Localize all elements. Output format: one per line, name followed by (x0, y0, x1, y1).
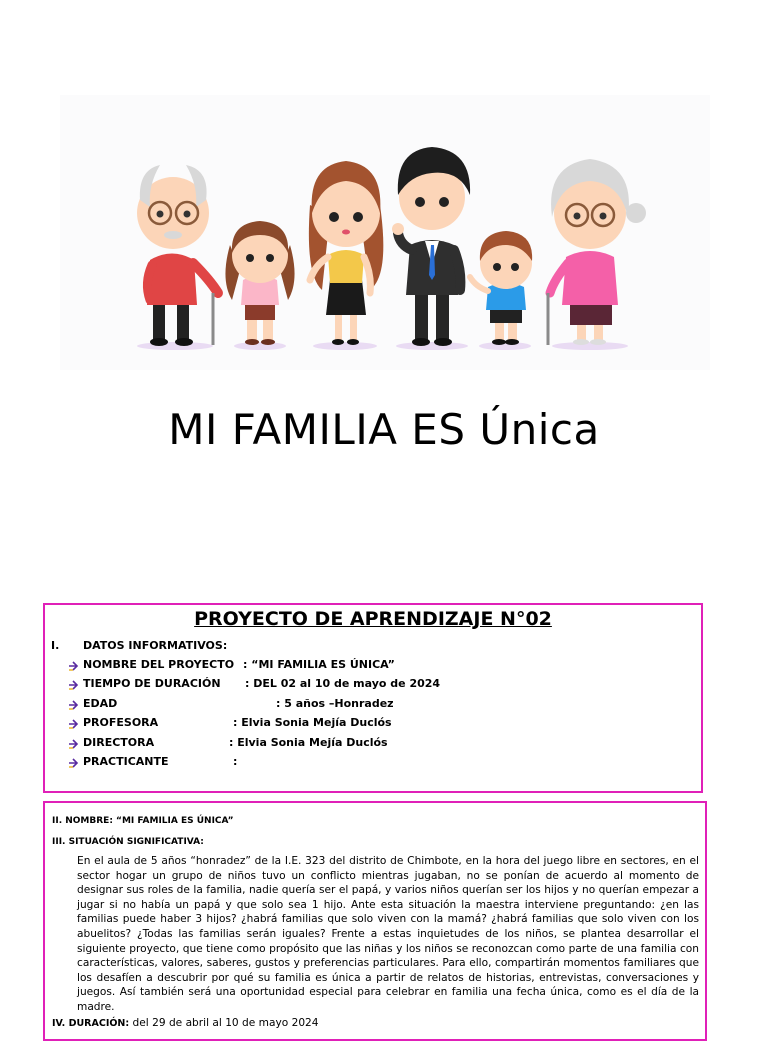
duration-value: del 29 de abril al 10 de mayo 2024 (129, 1017, 319, 1029)
info-value: : “MI FAMILIA ES ÚNICA” (243, 658, 395, 671)
duration-line (52, 1017, 319, 1029)
arrow-bullet-icon (67, 757, 79, 769)
section-heading: DATOS INFORMATIVOS: (83, 639, 228, 652)
situation-heading: III. SITUACIÓN SIGNIFICATIVA: (52, 837, 204, 847)
info-label: TIEMPO DE DURACIÓN (83, 677, 221, 690)
project-info-box (43, 603, 703, 793)
info-value: : (233, 755, 238, 768)
cover-title: MI FAMILIA ES Única (168, 405, 600, 454)
section-number: I. (51, 639, 60, 652)
project-details-box (43, 801, 707, 1041)
arrow-bullet-icon (67, 738, 79, 750)
info-value: : DEL 02 al 10 de mayo de 2024 (245, 677, 441, 690)
arrow-bullet-icon (67, 699, 79, 711)
project-title: PROYECTO DE APRENDIZAJE N°02 (194, 608, 552, 630)
info-value: : Elvia Sonia Mejía Duclós (233, 716, 392, 729)
arrow-bullet-icon (67, 660, 79, 672)
info-label: NOMBRE DEL PROYECTO (83, 658, 235, 671)
info-value: : 5 años –Honradez (276, 697, 394, 710)
situation-paragraph: En el aula de 5 años “honradez” de la I.E. 323 del distrito de Chimbote, en la hora del juego libre en sectores, en el sector hogar un grupo de niños tuvo un conflicto mientras jugaban, no se ponían de acuerdo al momento de designar sus roles de la familia, nadie quería ser el papá, y varios niños querían ser los hijos y no querían empezar a jugar si no había un papá y que solo sea 1 hijo. Ante esta situación la maestra interviene preguntando: ¿en las familias puede haber 3 hijos? ¿habrá familias que solo viven con la mamá? ¿habrá familias que solo viven con los abuelitos? ¿Todas las familias serán iguales? Frente a estas inquietudes de los niños, se plantea desarrollar el siguiente proyecto, que tiene como propósito que las niñas y los niños se reconozcan como parte de una familia con características, valores, saberes, gustos y preferencias particulares. Para ello, compartirán momentos familiares que los desafíen a descubrir por qué su familia es única a partir de relatos de historias, entrevistas, conversaciones y juegos. Así también será una oportunidad especial para celebrar en familia una fecha única, como es el día de la madre. (77, 855, 699, 1013)
info-value: : Elvia Sonia Mejía Duclós (229, 736, 388, 749)
info-label: EDAD (83, 697, 118, 710)
info-label: PROFESORA (83, 716, 159, 729)
arrow-bullet-icon (67, 718, 79, 730)
info-label: PRACTICANTE (83, 755, 169, 768)
arrow-bullet-icon (67, 679, 79, 691)
duration-label: IV. DURACIÓN: (52, 1018, 130, 1029)
name-heading: II. NOMBRE: “MI FAMILIA ES ÚNICA” (52, 816, 234, 826)
info-label: DIRECTORA (83, 736, 155, 749)
family-illustration (60, 95, 710, 370)
